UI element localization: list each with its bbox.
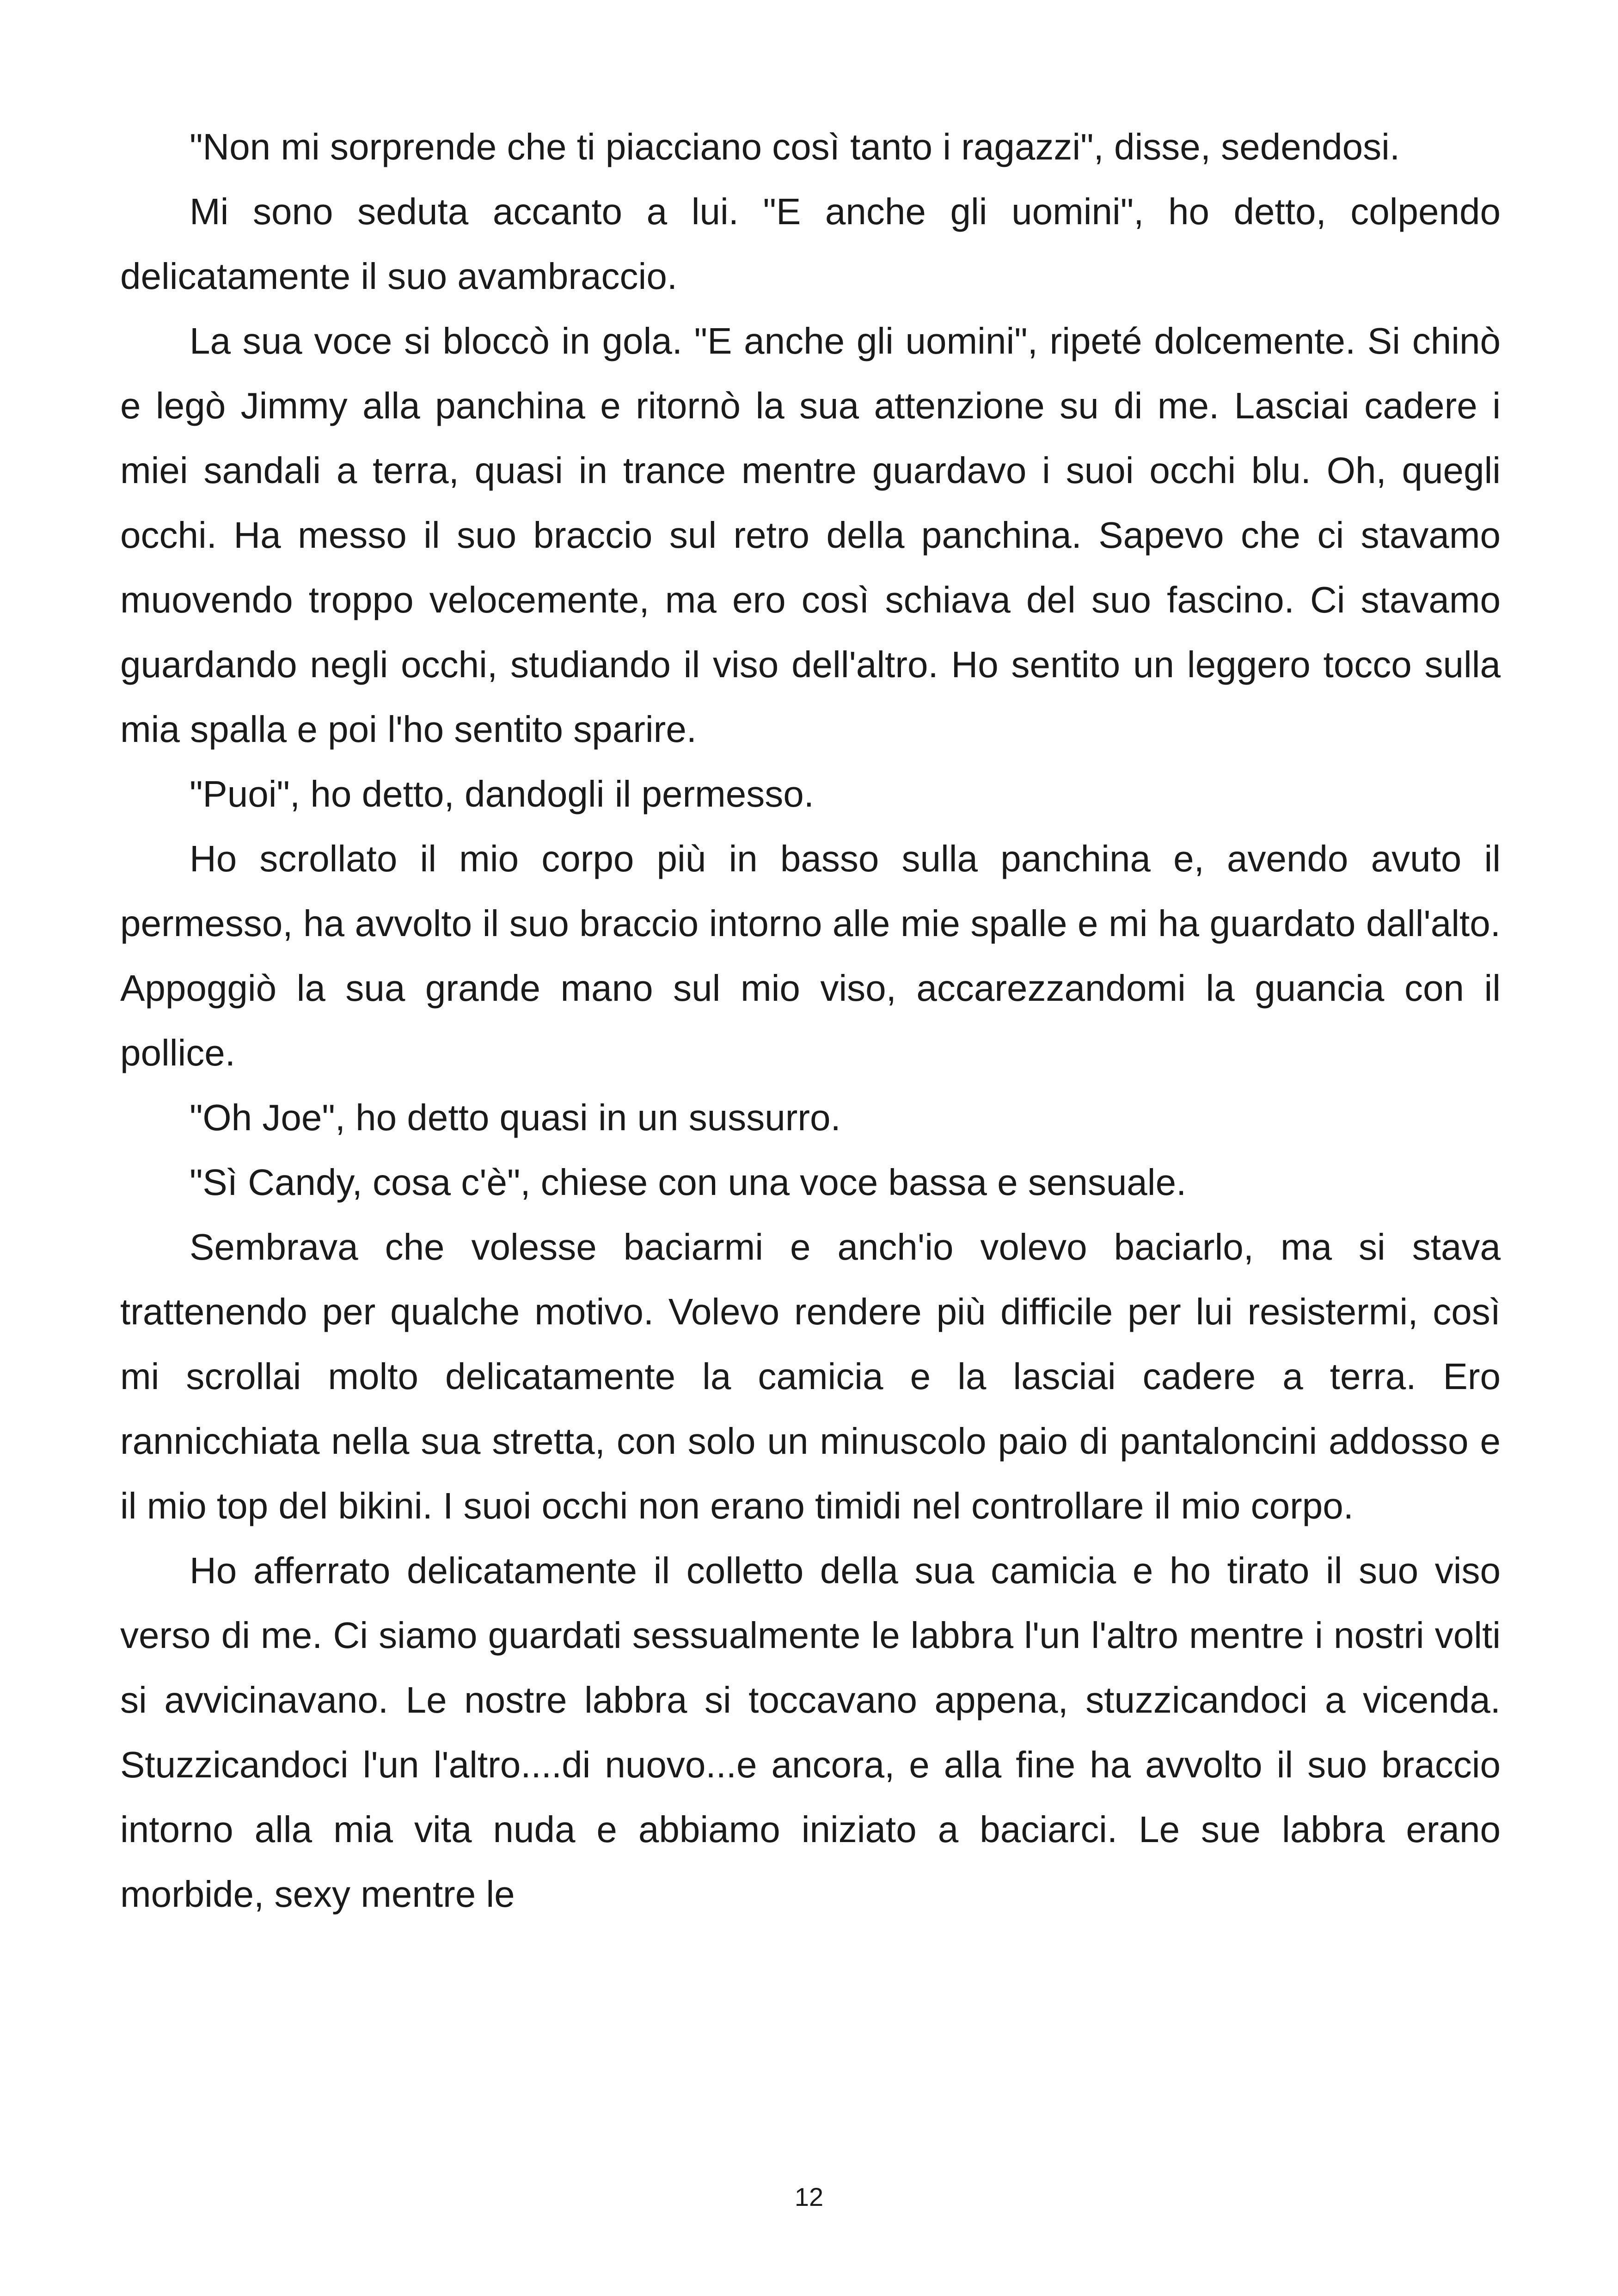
paragraph: "Non mi sorprende che ti piacciano così tanto i ragazzi", disse, sedendosi. (190, 126, 1400, 167)
paragraph: Ho scrollato il mio corpo più in basso sulla panchina e, avendo avuto il permesso, ha avvolto il suo braccio intorno alle mie spalle e mi ha guardato dall'alto. Appoggiò la sua grande mano sul mio viso, accarezzandomi la guancia con il pollice. (120, 838, 1501, 1073)
paragraph: Mi sono seduta accanto a lui. "E anche gli uomini", ho detto, colpendo delicatamente il suo avambraccio. (120, 191, 1501, 297)
page-number: 12 (794, 2182, 824, 2211)
paragraph: La sua voce si bloccò in gola. "E anche gli uomini", ripeté dolcemente. Si chinò e legò Jimmy alla panchina e ritornò la sua attenzione su di me. Lasciai cadere i miei sandali a terra, quasi in trance mentre guardavo i suoi occhi blu. Oh, quegli occhi. Ha messo il suo braccio sul retro della panchina. Sapevo che ci stavamo muovendo troppo velocemente, ma ero così schiava del suo fascino. Ci stavamo guardando negli occhi, studiando il viso dell'altro. Ho sentito un leggero tocco sulla mia spalla e poi l'ho sentito sparire. (120, 320, 1501, 750)
paragraph: "Sì Candy, cosa c'è", chiese con una voce bassa e sensuale. (190, 1162, 1187, 1203)
paragraph: "Oh Joe", ho detto quasi in un sussurro. (190, 1097, 841, 1138)
paragraph: Ho afferrato delicatamente il colletto della sua camicia e ho tirato il suo viso verso di me. Ci siamo guardati sessualmente le labbra l'un l'altro mentre i nostri volti si avvicinavano. Le nostre labbra si toccavano appena, stuzzicandoci a vicenda. Stuzzicandoci l'un l'altro....di nuovo...e ancora, e alla fine ha avvolto il suo braccio intorno alla mia vita nuda e abbiamo iniziato a baciarci. Le sue labbra erano morbide, sexy mentre le (120, 1550, 1501, 1915)
paragraph: "Puoi", ho detto, dandogli il permesso. (190, 773, 814, 814)
body-text (120, 115, 1501, 1927)
paragraph: Sembrava che volesse baciarmi e anch'io volevo baciarlo, ma si stava trattenendo per qualche motivo. Volevo rendere più difficile per lui resistermi, così mi scrollai molto delicatamente la camicia e la lasciai cadere a terra. Ero rannicchiata nella sua stretta, con solo un minuscolo paio di pantaloncini addosso e il mio top del bikini. I suoi occhi non erano timidi nel controllare il mio corpo. (120, 1226, 1501, 1526)
